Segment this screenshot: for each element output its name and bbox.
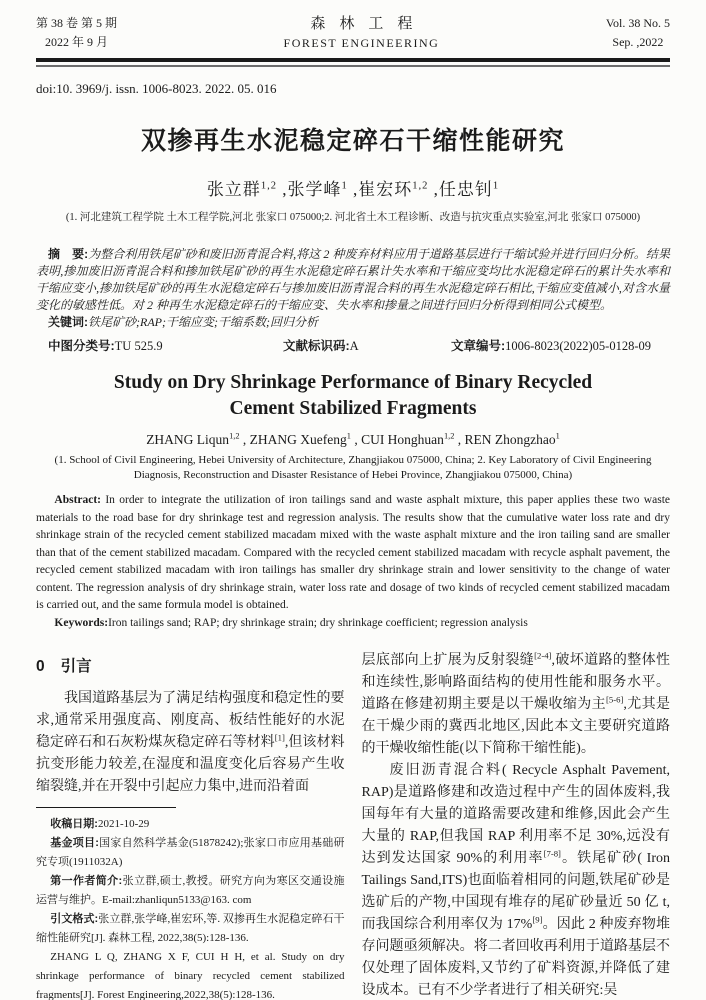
column-left <box>36 650 345 1000</box>
title-en-line1: Study on Dry Shrinkage Performance of Binary Recycled <box>113 372 593 393</box>
classification-row <box>36 336 670 354</box>
keywords-en <box>36 615 670 633</box>
journal-header <box>36 14 670 52</box>
abstract-text-en: In order to integrate the utilization of iron tailings sand and waste asphalt mixture, this paper applies these two waste materials to the road base for dry shrinkage test and regression analysis. The results show that the cumulative water loss rate and dry shrinkage strain of the recycled cement stabilized macadam mixed with the waste asphalt mixture and the iron tailing sand are smaller than that of the cement stabilized macadam. Compared with the recycled cement stabilized macadam with recycle asphalt pavement, the recycled cement stabilized macadam with iron tailings has smaller dry shrinkage strain and lower sensitivity to the change of water content. The regression analysis of dry shrinkage strain, water loss rate and dosage of two kinds of recycled cement stabilized macadam is carried out, and the same formula model is obtained. <box>36 494 670 611</box>
article-title-en <box>36 370 670 422</box>
header-center <box>284 14 440 52</box>
column-right <box>362 650 671 1000</box>
doi-line: doi:10. 3969/j. issn. 1006-8023. 2022. 05. 016 <box>36 81 277 96</box>
abstract-label-zh: 摘 要: <box>48 247 89 261</box>
header-right <box>606 14 670 52</box>
header-rule-thick <box>36 58 670 62</box>
journal-title-zh: 森林工程 <box>310 16 427 32</box>
abstract-zh <box>36 246 670 314</box>
keywords-text-en: Iron tailings sand; RAP; dry shrinkage strain; dry shrinkage coefficient; regression analysis <box>108 616 528 629</box>
title-en-line2: Cement Stabilized Fragments <box>229 398 477 419</box>
keywords-label-zh: 关键词: <box>48 315 88 329</box>
abstract-en <box>36 492 670 615</box>
volume-issue-zh: 第 38 卷 第 5 期 <box>36 16 118 30</box>
article-number: 文章编号:1006-8023(2022)05-0128-09 <box>451 339 651 353</box>
volume-issue-en: Vol. 38 No. 5 <box>605 16 670 30</box>
journal-title-en: FOREST ENGINEERING <box>283 36 440 50</box>
footnote-citation-zh: 引文格式:张立群,张学峰,崔宏环,等. 双掺再生水泥稳定碎石干缩性能研究[J]. 森林工程, 2022,38(5):128-136. <box>36 913 345 944</box>
affiliation-en: (1. School of Civil Engineering, Hebei University of Architecture, Zhangjiakou 075000, China; 2. Key Laboratory of Civil Engineering Diagnosis, Reconstruction and Disaster Resistance of Hebei Province, Zhangjiakou 075000, China) <box>54 454 652 481</box>
authors-zh: 张立群$^{1,2}$ ,张学峰$^1$ ,崔宏环$^{1,2}$ ,任忠钊$^1$ <box>206 180 500 199</box>
header-rule-thin <box>36 65 670 67</box>
article-title-zh: 双掺再生水泥稳定碎石干缩性能研究 <box>140 128 565 155</box>
date-zh: 2022 年 9 月 <box>45 35 109 49</box>
document-code: 文献标识码:A <box>283 339 359 353</box>
abstract-label-en: Abstract: <box>54 494 102 506</box>
section-number: 0 <box>36 658 45 675</box>
intro-paragraph-right-1: 层底部向上扩展为反射裂缝[2-4],破坏道路的整体性和连续性,影响路面结构的使用性能和服务水平。道路在修建初期主要是以干燥收缩为主[5-6],尤其是在干燥少雨的冀西北地区,因此本文主要研究道路的干燥收缩性能(以下简称干缩性能)。 <box>361 650 671 756</box>
clc-number: 中图分类号:TU 525.9 <box>48 339 163 353</box>
authors-en: ZHANG Liqun$^{1,2}$ , ZHANG Xuefeng$^1$ , CUI Honghuan$^{1,2}$ , REN Zhongzhao$^1$ <box>146 431 560 447</box>
footnote-funding: 基金项目:国家自然科学基金(51878242);张家口市应用基础研究专项(1911032A) <box>36 837 345 868</box>
footnote-citation-en: ZHANG L Q, ZHANG X F, CUI H H, et al. Study on dry shrinkage performance of binary recycled cement stabilized fragments[J]. Forest Engineering,2022,38(5):128-136. <box>36 951 345 1000</box>
footnote-divider <box>36 807 176 808</box>
date-en: Sep. ,2022 <box>612 35 664 49</box>
intro-paragraph-right-2: 废旧沥青混合料( Recycle Asphalt Pavement, RAP)是道路修建和改造过程中产生的固体废料,我国每年有大量的道路需要改建和维修,因此会产生大量的 RAP,但我国 RAP 利用率不足 30%,远没有达到发达国家 90%的利用率[7-8]。铁尾矿砂( Iron Tailings Sand,ITS)也面临着相同的问题,铁尾矿砂是选矿后的产物,中国现有堆存的尾矿砂量近 50 亿 t,而我国综合利用率仅为 17%[9]。因此 2 种废弃物堆存问题亟须解决。将二者回收再利用于道路基层不仅处理了固体废料,又节约了矿料资源,并降低了建设成本。已有不少学者进行了相关研究:吴 <box>361 763 670 998</box>
affiliation-zh: (1. 河北建筑工程学院 土木工程学院,河北 张家口 075000;2. 河北省土木工程诊断、改造与抗灾重点实验室,河北 张家口 075000) <box>65 212 641 223</box>
section-title: 引言 <box>60 658 92 675</box>
intro-paragraph-left: 我国道路基层为了满足结构强度和稳定性的要求,通常采用强度高、刚度高、板结性能好的水泥稳定碎石和石灰粉煤灰稳定碎石等材料[1],但该材料抗变形能力较差,在湿度和温度变化后容易产生收缩裂缝,并在开裂中引起应力集中,进而沿着面 <box>36 691 345 794</box>
keywords-label-en: Keywords: <box>54 616 109 629</box>
footnote-block <box>36 807 345 1000</box>
body-columns <box>36 650 670 1000</box>
header-left <box>36 14 117 52</box>
section-heading-introduction <box>36 654 345 676</box>
keywords-zh <box>36 314 670 331</box>
abstract-text-zh: 为整合利用铁尾矿砂和废旧沥青混合料,将这 2 种废弃材料应用于道路基层进行干缩试验并进行回归分析。结果表明,掺加废旧沥青混合料和掺加铁尾矿砂的再生水泥稳定碎石累计失水率和干缩应变均比水泥稳定碎石的累计失水率和干缩应变小,掺加铁尾矿砂的再生水泥稳定碎石与掺加废旧沥青混合料的再生水泥稳定碎石相比,干缩应变值减小,对含水量变化的敏感性低。对 2 种再生水泥稳定碎石的干缩应变、失水率和掺量之间进行回归分析得到相同公式模型。 <box>36 247 670 312</box>
footnote-first-author-bio: 第一作者简介:张立群,硕士,教授。研究方向为寒区交通设施运营与维护。E-mail:zhanliqun5133@163. com <box>36 875 345 906</box>
footnote-received-date: 收稿日期:2021-10-29 <box>50 818 150 830</box>
keywords-text-zh: 铁尾矿砂;RAP;干缩应变;干缩系数;回归分析 <box>88 315 318 329</box>
